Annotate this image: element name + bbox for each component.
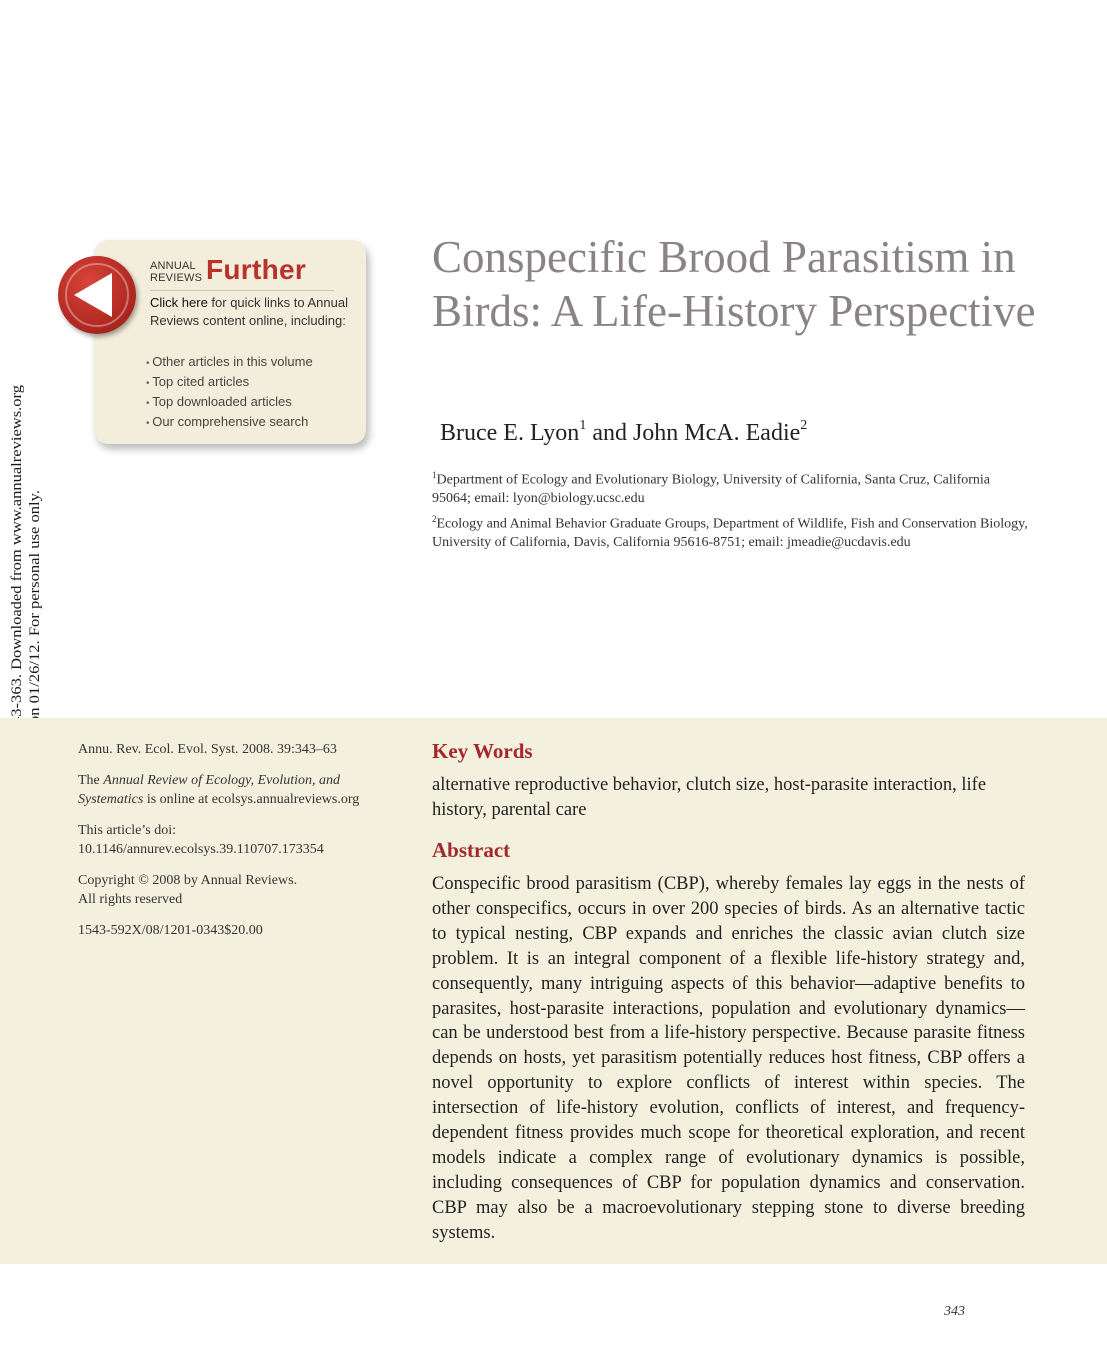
doi-label: This article’s doi: [78,823,176,838]
left-arrow-icon[interactable] [58,256,136,334]
page-number: 343 [944,1304,965,1319]
copyright-line: Copyright © 2008 by Annual Reviews. [78,873,298,888]
click-here-link[interactable]: Click here [150,295,208,310]
author-name: John McA. Eadie [632,420,801,446]
author-line: Bruce E. Lyon$^1$ and John McA. Eadie$^2$ [440,418,808,446]
journal-name: Annual Review of Ecology, Evolution, and Systematics [78,773,341,807]
further-divider [150,290,334,291]
author-name: Bruce E. Lyon [440,420,580,446]
copyright-block [78,871,398,909]
rights-line: All rights reserved [78,892,183,907]
online-note: The Annual Review of Ecology, Evolution, and Systematics is online at ecolsys.annualreviews.org [78,773,360,807]
keywords-heading: Key Words [432,739,533,763]
affiliation-1: $^1$Department of Ecology and Evolutionary Biology, University of California, Santa Cruz, California 95064; email: lyon@biology.ucsc.edu [432,470,991,507]
citation: Annu. Rev. Ecol. Evol. Syst. 2008. 39:343–63 [78,742,337,757]
article-title: Conspecific Brood Parasitism in Birds: A Life-History Perspective [432,232,1036,336]
abstract-heading: Abstract [432,838,511,862]
further-label: Further [206,254,307,285]
link-comprehensive-search[interactable]: • Our comprehensive search [146,413,313,433]
abstract-text: Conspecific brood parasitism (CBP), whereby females lay eggs in the nests of other conspecifics, occurs in over 200 species of birds. As an alternative tactic to typical nesting, CBP expands and enriches the classic avian clutch size problem. It is an integral component of a flexible life-history strategy and, consequently, many intriguing aspects of this behavior—adaptive benefits to parasites, host-parasite interactions, population and evolutionary dynamics—can be understood best from a life-history perspective. Because parasite fitness depends on hosts, yet parasitism potentially reduces host fitness, CBP offers a novel opportunity to explore conflicts of interest within species. The intersection of life-history evolution, conflicts of interest, and frequency-dependent fitness provides much scope for theoretical exploration, and recent models indicate a complex range of evolutionary dynamics is possible, including consequences of CBP for population dynamics and conservation. CBP may also be a macroevolutionary stepping stone to diverse breeding systems. [432,874,1025,1243]
issn: 1543-592X/08/1201-0343$20.00 [78,923,263,938]
doi-block [78,821,398,859]
doi-value: 10.1146/annurev.ecolsys.39.110707.173354 [78,842,324,857]
further-link-list [146,353,313,433]
link-top-cited[interactable]: • Top cited articles [146,373,313,393]
link-other-articles[interactable]: • Other articles in this volume [146,353,313,373]
further-description: Click here for quick links to Annual Reviews content online, including: [150,295,348,328]
annual-reviews-logo: ANNUAL REVIEWS [150,260,203,284]
affiliation-2: $^2$Ecology and Animal Behavior Graduate Groups, Department of Wildlife, Fish and Conservation Biology, University of California, Davis, California 95616-8751; email: jmeadie@ucdavis.edu [432,514,1028,551]
keywords-text: alternative reproductive behavior, clutch size, host-parasite interaction, life history, parental care [432,775,987,820]
link-top-downloaded[interactable]: • Top downloaded articles [146,393,313,413]
download-notice-line2: by Hamline University on 01/26/12. For personal use only. [27,538,43,880]
